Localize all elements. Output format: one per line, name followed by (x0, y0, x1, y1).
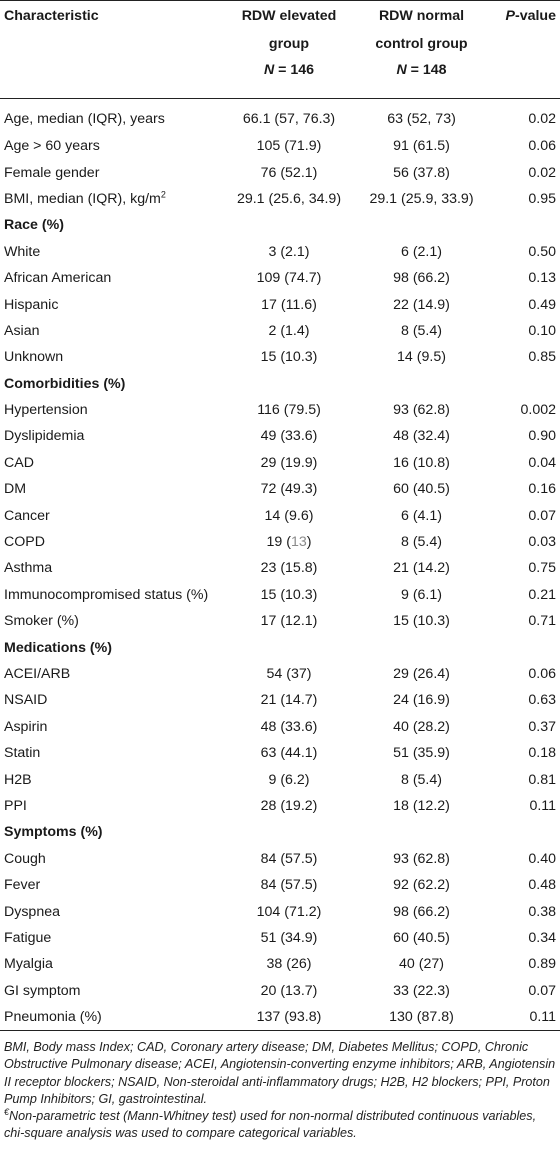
p-value: 0.38 (528, 903, 556, 920)
header-rdw-elevated: RDW elevated (228, 1, 350, 37)
row-label: Asthma (4, 560, 53, 577)
rdw-elevated-value: 84 (57.5) (260, 877, 318, 894)
rdw-elevated-value: 137 (93.8) (228, 1004, 350, 1031)
table-row (0, 265, 560, 291)
rdw-normal-value: 22 (14.9) (393, 296, 450, 313)
table-row (0, 502, 560, 528)
table-row (0, 344, 560, 370)
row-label: Pneumonia (%) (0, 1004, 228, 1031)
p-value: 0.71 (528, 613, 556, 630)
table-row (0, 872, 560, 898)
rdw-elevated-value: 17 (11.6) (261, 296, 317, 313)
table-row (0, 740, 560, 766)
rdw-elevated-value: 15 (10.3) (260, 586, 318, 603)
rdw-elevated-value: 21 (14.7) (260, 692, 318, 709)
rdw-elevated-value: 15 (10.3) (260, 349, 318, 366)
rdw-elevated-value: 2 (1.4) (268, 322, 310, 339)
rdw-elevated-value: 63 (44.1) (260, 745, 318, 762)
row-label: COPD (4, 534, 45, 551)
row-label: Dyspnea (4, 903, 60, 920)
rdw-elevated-value: 3 (2.1) (268, 243, 310, 260)
rdw-normal-value: 91 (61.5) (393, 138, 450, 155)
rdw-normal-value: 29 (26.4) (393, 666, 450, 682)
section-title: Symptoms (%) (4, 824, 103, 841)
table-row (0, 951, 560, 977)
rdw-normal-value: 9 (6.1) (400, 586, 442, 603)
row-label: Myalgia (4, 956, 53, 973)
table-row (0, 898, 560, 924)
p-value: 0.85 (528, 349, 556, 366)
rdw-elevated-value: 14 (9.6) (264, 507, 314, 524)
rdw-normal-value: 51 (35.9) (393, 745, 450, 762)
rdw-elevated-value: 76 (52.1) (260, 164, 318, 181)
section-row (0, 634, 560, 660)
row-label: Hispanic (4, 296, 59, 313)
row-label: Unknown (4, 349, 64, 366)
header-rdw-elevated-line2: group (268, 36, 310, 52)
p-value: 0.18 (528, 745, 556, 762)
table-row (0, 582, 560, 608)
rdw-normal-value: 98 (66.2) (393, 270, 450, 287)
row-label: Aspirin (4, 718, 48, 735)
header-n-elevated: N = 146 (228, 62, 350, 99)
p-value: 0.34 (528, 929, 556, 946)
row-label: Cancer (4, 507, 50, 524)
p-value: 0.21 (528, 586, 556, 603)
row-label: Immunocompromised status (%) (4, 586, 209, 603)
row-label: NSAID (4, 692, 48, 709)
rdw-elevated-value: 84 (57.5) (260, 850, 318, 867)
rdw-normal-value: 56 (37.8) (393, 164, 450, 181)
p-value: 0.03 (528, 534, 556, 551)
table-row (0, 529, 560, 555)
p-value: 0.95 (528, 190, 556, 207)
section-title: Comorbidities (%) (4, 375, 126, 392)
table-row (0, 793, 560, 819)
table-header (0, 1, 560, 99)
table-row (0, 423, 560, 449)
p-value: 0.07 (528, 507, 556, 524)
p-value: 0.11 (529, 797, 556, 814)
table-row (0, 661, 560, 687)
row-label: Age > 60 years (4, 138, 100, 155)
rdw-normal-value: 98 (66.2) (393, 903, 450, 920)
p-value: 0.02 (528, 164, 556, 181)
rdw-normal-value: 29.1 (25.9, 33.9) (369, 190, 474, 207)
rdw-elevated-value: 116 (79.5) (257, 402, 321, 419)
p-value: 0.49 (528, 296, 556, 313)
rdw-normal-value: 63 (52, 73) (387, 111, 456, 127)
table-row (0, 186, 560, 212)
p-value: 0.16 (528, 481, 556, 498)
rdw-normal-value: 16 (10.8) (393, 454, 450, 471)
rdw-elevated-value: 29 (19.9) (260, 454, 318, 471)
header-characteristic: Characteristic (0, 1, 228, 37)
rdw-normal-value: 15 (10.3) (393, 613, 450, 630)
table-footnotes (0, 1031, 560, 1142)
table-row (0, 450, 560, 476)
rdw-normal-value: 40 (27) (399, 956, 444, 973)
rdw-normal-value: 93 (62.8) (393, 402, 450, 419)
rdw-normal-value: 6 (4.1) (400, 507, 442, 524)
row-label: Dyslipidemia (4, 428, 85, 445)
p-value: 0.90 (528, 428, 556, 445)
row-label: Statin (4, 745, 41, 762)
header-p-value (493, 1, 560, 37)
rdw-normal-value: 8 (5.4) (400, 771, 442, 788)
rdw-elevated-value: 109 (74.7) (256, 270, 322, 287)
table-row (0, 99, 560, 134)
p-value: 0.13 (528, 270, 556, 287)
p-value: 0.02 (528, 111, 556, 127)
section-title: Race (%) (4, 217, 64, 234)
p-value: 0.89 (528, 956, 556, 973)
rdw-normal-value: 18 (12.2) (393, 797, 450, 814)
rdw-elevated-value: 29.1 (25.6, 34.9) (236, 190, 342, 207)
rdw-elevated-value: 48 (33.6) (260, 718, 318, 735)
abbreviations-note: BMI, Body mass Index; CAD, Coronary artery disease; DM, Diabetes Mellitus; COPD, Chronic Obstructive Pulmonary disease; ACEI, Angiotensin-converting enzyme inhibitors; ARB, Angiotensin II receptor blockers; NSAID, Non-steroidal anti-inflammatory drugs; H2B, H2 blockers; PPI, Proton Pump Inhibitors; GI, gastrointestinal. (4, 1040, 556, 1106)
p-value: 0.10 (528, 322, 556, 339)
rdw-normal-value: 130 (87.8) (350, 1004, 493, 1031)
rdw-elevated-value: 49 (33.6) (260, 428, 318, 445)
table-body (0, 99, 560, 1031)
p-value: 0.11 (493, 1004, 560, 1031)
p-value: 0.37 (528, 718, 556, 735)
p-value: 0.04 (528, 454, 556, 471)
table-row (0, 397, 560, 423)
rdw-elevated-value: 28 (19.2) (260, 797, 318, 814)
row-label: GI symptom (4, 982, 81, 999)
row-label: Cough (4, 850, 46, 867)
table-row (0, 687, 560, 713)
row-label: Asian (4, 322, 40, 339)
rdw-elevated-value: 23 (15.8) (260, 560, 318, 577)
rdw-elevated-value: 19 (13) (266, 534, 312, 551)
rdw-normal-value: 14 (9.5) (397, 349, 446, 366)
section-row (0, 371, 560, 397)
p-value: 0.40 (528, 850, 556, 867)
rdw-normal-value: 8 (5.4) (400, 534, 442, 551)
table-row (0, 766, 560, 792)
p-value: 0.06 (528, 138, 556, 155)
table-row (0, 318, 560, 344)
rdw-elevated-value: 20 (13.7) (260, 982, 318, 999)
p-rest: -value (514, 8, 556, 24)
row-label: CAD (4, 454, 34, 471)
rdw-elevated-value: 17 (12.1) (260, 613, 318, 630)
rdw-normal-value: 33 (22.3) (393, 982, 450, 999)
rdw-elevated-value: 105 (71.9) (256, 138, 322, 155)
row-label: White (4, 243, 41, 260)
rdw-normal-value: 93 (62.8) (393, 850, 450, 867)
header-rdw-normal: RDW normal (350, 1, 493, 37)
header-rdw-normal-line2: control group (375, 36, 468, 52)
row-label: Fever (4, 877, 41, 894)
euro-symbol: € (4, 1106, 10, 1117)
rdw-elevated-value: 72 (49.3) (260, 481, 318, 498)
table-row (0, 925, 560, 951)
table-row (0, 239, 560, 265)
p-italic: P (505, 8, 515, 24)
p-value: 0.63 (528, 692, 556, 709)
test-note: €Non-parametric test (Mann-Whitney test) used for non-normal distributed continuous variables, chi-square analysis was used to compare categorical variables. (4, 1106, 537, 1141)
p-value: 0.07 (528, 982, 556, 999)
row-label: African American (4, 270, 112, 287)
rdw-normal-value: 92 (62.2) (393, 877, 450, 894)
p-value: 0.48 (528, 877, 556, 894)
rdw-elevated-value: 51 (34.9) (260, 929, 318, 946)
table-row (0, 133, 560, 159)
table-row (0, 555, 560, 581)
section-row (0, 819, 560, 845)
table-row (0, 476, 560, 502)
table-row (0, 1004, 560, 1031)
rdw-elevated-value: 104 (71.2) (256, 903, 322, 920)
label-superscript: 2 (160, 189, 166, 200)
section-title: Medications (%) (4, 639, 112, 656)
rdw-elevated-value: 54 (37) (266, 666, 312, 682)
rdw-normal-value: 60 (40.5) (393, 929, 450, 946)
rdw-elevated-value: 66.1 (57, 76.3) (242, 111, 336, 127)
p-value: 0.06 (528, 666, 556, 682)
row-label: H2B (4, 771, 32, 788)
table-row (0, 608, 560, 634)
row-label: ACEI/ARB (4, 666, 71, 682)
rdw-normal-value: 8 (5.4) (400, 322, 442, 339)
p-value: 0.81 (528, 771, 556, 788)
row-label: Age, median (IQR), years (4, 111, 165, 127)
row-label: Hypertension (4, 402, 88, 419)
rdw-normal-value: 6 (2.1) (400, 243, 442, 260)
rdw-normal-value: 60 (40.5) (393, 481, 450, 498)
rdw-elevated-value: 38 (26) (266, 956, 312, 973)
rdw-normal-value: 24 (16.9) (393, 692, 450, 709)
table-row (0, 846, 560, 872)
table-row (0, 714, 560, 740)
rdw-normal-value: 21 (14.2) (393, 560, 450, 577)
row-label: BMI, median (IQR), $kg/m^2$ (4, 189, 166, 207)
section-row (0, 212, 560, 238)
p-value: 0.75 (528, 560, 556, 577)
rdw-elevated-value: 9 (6.2) (268, 771, 310, 788)
rdw-normal-value: 48 (32.4) (393, 428, 450, 445)
rdw-normal-value: 40 (28.2) (393, 718, 450, 735)
p-value: 0.002 (520, 402, 556, 419)
p-value: 0.50 (528, 243, 556, 260)
table-row (0, 291, 560, 317)
row-label: Smoker (%) (4, 613, 79, 630)
row-label: Female gender (4, 164, 100, 181)
row-label: DM (4, 481, 27, 498)
row-label: PPI (4, 797, 27, 814)
header-n-normal: N = 148 (350, 62, 493, 99)
table-row (0, 159, 560, 185)
table-row (0, 978, 560, 1004)
row-label: Fatigue (4, 929, 52, 946)
